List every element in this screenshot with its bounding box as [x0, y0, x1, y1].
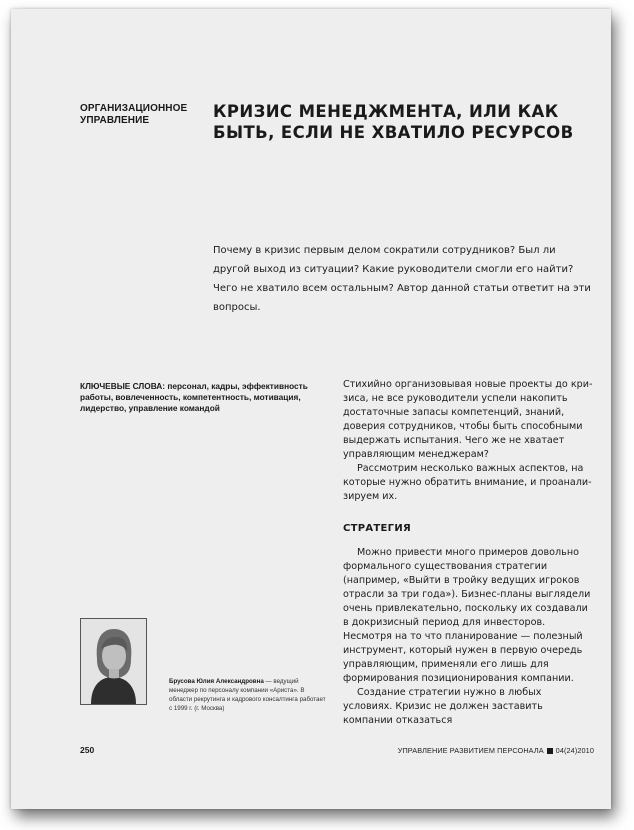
page-number: 250 — [80, 745, 95, 755]
keywords-label: КЛЮЧЕВЫЕ СЛОВА: — [80, 381, 166, 391]
journal-issue: 04(24)2010 — [555, 746, 594, 755]
article-body — [343, 378, 593, 728]
magazine-page — [11, 9, 611, 809]
journal-name: УПРАВЛЕНИЕ РАЗВИТИЕМ ПЕРСОНАЛА — [397, 746, 544, 755]
article-lead: Почему в кризис первым делом сократили сотрудников? Был ли другой выход из ситуации? Какие руководители смогли его найти? Чего не хватило всем остальным? Автор данной статьи ответит на эти вопросы. — [213, 245, 591, 313]
section-label: ОРГАНИЗАЦИОННОЕ УПРАВЛЕНИЕ — [80, 103, 188, 126]
article-title: КРИЗИС МЕНЕДЖМЕНТА, ИЛИ КАК БЫТЬ, ЕСЛИ НЕ ХВАТИЛО РЕСУРСОВ — [213, 102, 574, 142]
body-paragraph: Стихийно организовывая новые проекты до кризиса, не все руководители успели накопить достаточные запасы компетенций, знаний, доверия сотрудников, чтобы быть способными выдержать испытания. Чего же не хватает управляющим менеджерам? — [343, 379, 593, 460]
body-paragraph: Можно привести много примеров довольно формального существования стратегии (например, «Выйти в тройку ведущих игроков отрасли за три года»). Бизнес-планы выглядели очень привлекательно, поскольку их создавали в докризисный период для инвесторов. Несмотря на то что планирование — полезный инструмент, который нужен в первую очередь управляющим, применяли его лишь для формирования позиционирования компании. — [343, 547, 591, 684]
author-bio: — ведущий менеджер по персоналу компании «Ариста». В области рекрутинга и кадрового консалтинга работает с 1999 г. (г. Москва) — [169, 678, 326, 712]
body-paragraph: Создание стратегии нужно в любых условиях. Кризис не должен заставить компании отказаться — [343, 687, 543, 726]
author-photo — [80, 618, 147, 705]
section-subheading: СТРАТЕГИЯ — [343, 523, 412, 534]
keywords-block — [80, 381, 320, 414]
footer-journal — [398, 746, 594, 755]
author-portrait-icon — [81, 619, 146, 704]
author-name: Брусова Юлия Александровна — [169, 678, 264, 685]
body-paragraph: Рассмотрим несколько важных аспектов, на которые нужно обратить внимание, и проанализируем их. — [343, 463, 592, 502]
square-icon — [547, 748, 553, 754]
keywords-text: персонал, кадры, эффективность работы, вовлеченность, компетентность, мотивация, лидерство, управление командой — [80, 381, 308, 413]
author-caption — [169, 677, 329, 713]
